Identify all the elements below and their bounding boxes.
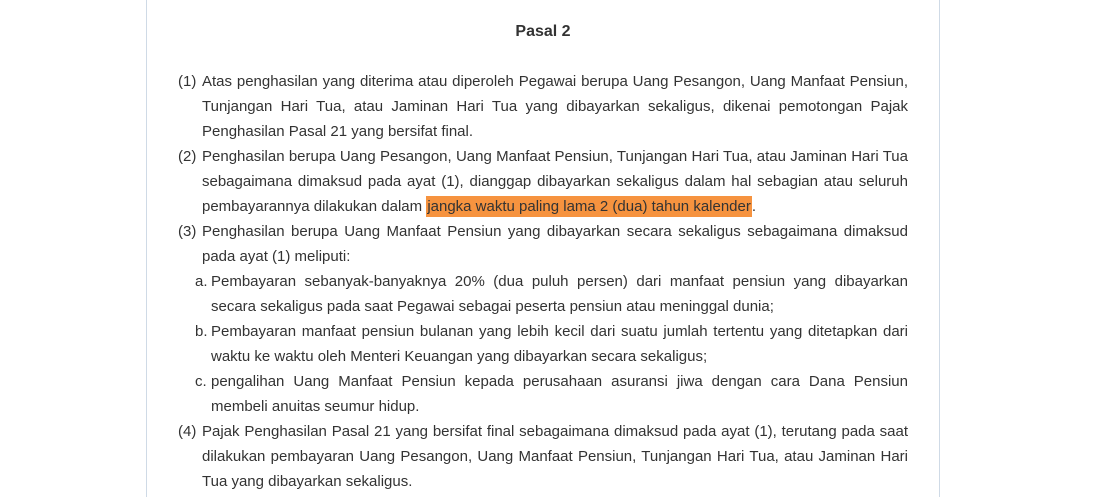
subitem-c <box>195 369 908 419</box>
paragraph-1 <box>178 69 908 144</box>
list-marker: a. <box>195 273 208 290</box>
body-text-segment: Pembayaran manfaat pensiun bulanan yang lebih kecil dari suatu jumlah tertentu yang ditetapkan dari waktu ke waktu oleh Menteri Keuangan yang dibayarkan secara sekaligus; <box>211 323 908 365</box>
list-marker: b. <box>195 323 208 340</box>
article-body <box>178 69 908 494</box>
list-marker: c. <box>195 373 207 390</box>
paragraph-2 <box>178 144 908 219</box>
subitem-b <box>195 319 908 369</box>
body-text-segment: Penghasilan berupa Uang Manfaat Pensiun yang dibayarkan secara sekaligus sebagaimana dimaksud pada ayat (1) meliputi: <box>202 223 908 265</box>
list-marker: (1) <box>178 73 197 90</box>
paragraph-4 <box>178 419 908 494</box>
paragraph-3 <box>178 219 908 269</box>
highlighted-phrase: jangka waktu paling lama 2 (dua) tahun kalender <box>427 198 751 215</box>
subitem-a <box>195 269 908 319</box>
body-text-segment: pengalihan Uang Manfaat Pensiun kepada perusahaan asuransi jiwa dengan cara Dana Pensiun membeli anuitas seumur hidup. <box>211 373 908 415</box>
body-text-segment: Pembayaran sebanyak-banyaknya 20% (dua puluh persen) dari manfaat pensiun yang dibayarkan secara sekaligus pada saat Pegawai sebagai peserta pensiun atau meninggal dunia; <box>211 273 908 315</box>
article-title: Pasal 2 <box>515 23 571 40</box>
body-text-segment: . <box>751 198 757 215</box>
document-page <box>146 0 940 497</box>
body-text-segment: Pajak Penghasilan Pasal 21 yang bersifat final sebagaimana dimaksud pada ayat (1), terutang pada saat dilakukan pembayaran Uang Pesangon, Uang Manfaat Pensiun, Tunjangan Hari Tua, atau Jaminan Hari Tua yang dibayarkan sekaligus. <box>202 423 908 490</box>
list-marker: (2) <box>178 148 197 165</box>
body-text-segment: Atas penghasilan yang diterima atau diperoleh Pegawai berupa Uang Pesangon, Uang Manfaat Pensiun, Tunjangan Hari Tua, atau Jaminan Hari Tua yang dibayarkan sekaligus, dikenai pemotongan Pajak Penghasilan Pasal 21 yang bersifat final. <box>202 73 908 140</box>
body-text-segment: Penghasilan berupa Uang Pesangon, Uang Manfaat Pensiun, Tunjangan Hari Tua, atau Jaminan Hari Tua sebagaimana dimaksud pada ayat (1), dianggap dibayarkan sekaligus dalam hal sebagian atau seluruh pembayarannya dilakukan dalam <box>202 148 908 215</box>
list-marker: (3) <box>178 223 197 240</box>
list-marker: (4) <box>178 423 197 440</box>
